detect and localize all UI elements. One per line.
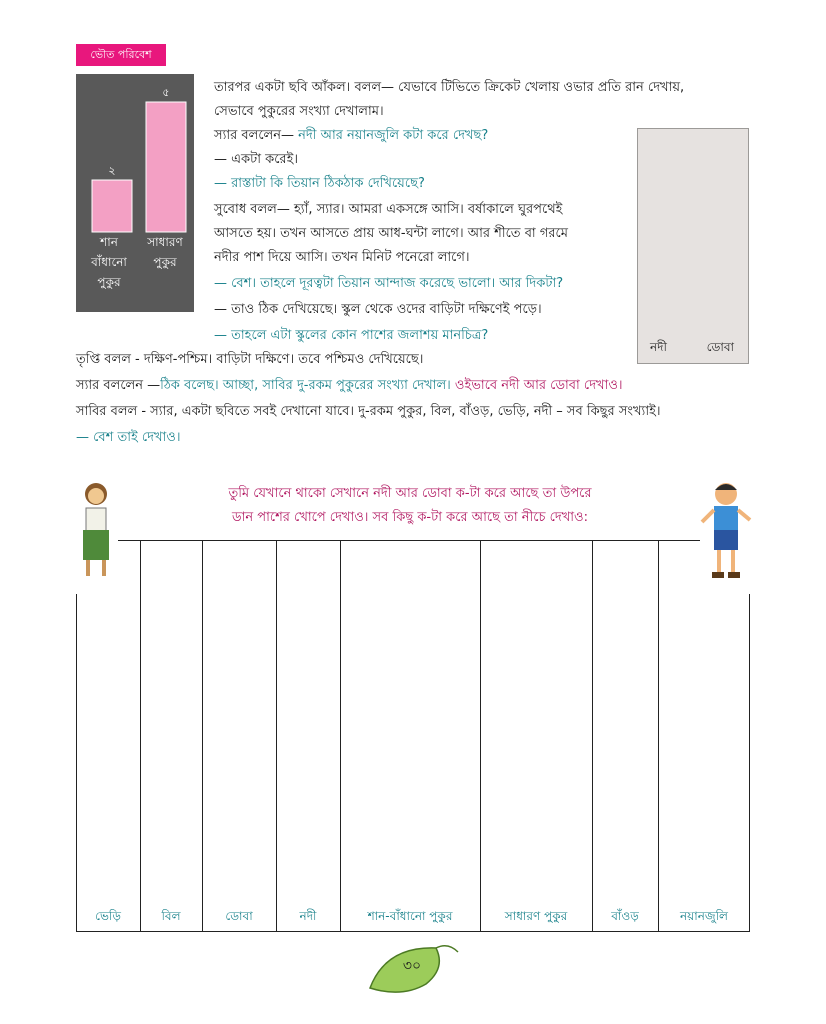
column-label-bil: বিল — [161, 909, 181, 923]
column-label-baor: বাঁওড় — [611, 909, 639, 923]
instruction-line: ডান পাশের খোপে দেখাও। সব কিছু ক-টা করে আছে তা নীচে দেখাও: — [232, 510, 588, 525]
text-line: সাবির বলল - স্যার, একটা ছবিতে সবই দেখানো যাবে। দু-রকম পুকুর, বিল, বাঁওড়, ভেড়ি, নদী – সব কিছুর সংখ্যাই। — [76, 404, 661, 419]
chapter-tag: ভৌত পরিবেশ — [76, 44, 166, 66]
speaker-sir: স্যার বললেন— — [214, 128, 299, 143]
instruction-line: তুমি যেখানে থাকো সেখানে নদী আর ডোবা ক-টা করে আছে তা উপরে — [228, 486, 592, 501]
dialogue-line: — বেশ। তাহলে দূরত্বটা তিয়ান আন্দাজ করেছে ভালো। আর দিকটা? — [214, 276, 564, 291]
bar-0 — [92, 180, 132, 232]
dialogue-line: সেভাবে পুকুরের সংখ্যা দেখালাম। — [214, 104, 384, 119]
sir-remark: ঠিক বলেছ। আচ্ছা, সাবির দু-রকম পুকুরের সংখ্যা দেখাল। — [160, 378, 455, 393]
answer-label-doba: ডোবা — [706, 340, 734, 354]
page-number-leaf — [366, 938, 462, 998]
table-top-border — [118, 540, 700, 541]
dialogue-line: — তাও ঠিক দেখিয়েছে। স্কুল থেকে ওদের বাড়িটা দক্ষিণেই পড়ে। — [214, 302, 542, 317]
column-label-bheri: ভেড়ি — [95, 909, 121, 923]
column-divider — [276, 540, 277, 932]
column-label-nodi: নদী — [299, 909, 317, 923]
table-right-border — [749, 594, 750, 932]
dialogue-line: — রাস্তাটা কি তিয়ান ঠিকঠাক দেখিয়েছে? — [214, 176, 425, 191]
dialogue-line — [214, 124, 488, 148]
bar-label-shan: শান বাঁধানো পুকুর — [91, 235, 127, 289]
table-left-border — [76, 594, 77, 932]
column-label-sadharon-pukur: সাধারণ পুকুর — [504, 909, 568, 923]
text-line: তৃপ্তি বলল - দক্ষিণ-পশ্চিম। বাড়িটা দক্ষিণে। তবে পশ্চিমও দেখিয়েছে। — [76, 352, 424, 367]
column-divider — [140, 540, 141, 932]
bar-label-sadharon: সাধারণ পুকুর — [147, 235, 183, 269]
bar-1 — [146, 102, 186, 232]
dialogue-line: সুবোধ বলল— হ্যাঁ, স্যার। আমরা একসঙ্গে আসি। বর্ষাকালে ঘুরপথেই — [214, 202, 563, 217]
text-line: — বেশ তাই দেখাও। — [76, 430, 181, 445]
bar-chart — [76, 74, 194, 312]
answer-box — [637, 128, 749, 364]
bar-value-label-1: ৫ — [162, 86, 170, 99]
column-divider — [480, 540, 481, 932]
column-divider — [202, 540, 203, 932]
dialogue-line: তারপর একটা ছবি আঁকল। বলল— যেভাবে টিভিতে ক্রিকেট খেলায় ওভার প্রতি রান দেখায়, — [214, 80, 685, 95]
question-text: নদী আর নয়ানজুলি কটা করে দেখছ? — [298, 128, 489, 143]
column-divider — [658, 540, 659, 932]
dialogue-line: আসতে হয়। তখন আসতে প্রায় আধ-ঘন্টা লাগে। আর শীতে বা গরমে — [214, 226, 568, 241]
dialogue-line: — তাহলে এটা স্কুলের কোন পাশের জলাশয় মানচিত্র? — [214, 328, 489, 343]
speaker-sir: স্যার বললেন — — [76, 378, 161, 393]
column-label-doba: ডোবা — [225, 909, 253, 923]
column-divider — [592, 540, 593, 932]
count-table — [76, 540, 750, 932]
column-divider — [340, 540, 341, 932]
bar-value-label-0: ২ — [108, 164, 116, 177]
column-label-shan-pukur: শান-বাঁধানো পুকুর — [367, 909, 453, 923]
text-line — [76, 374, 623, 398]
page-number: ৩০ — [402, 958, 422, 974]
dialogue-line: নদীর পাশ দিয়ে আসি। তখন মিনিট পনেরো লাগে। — [214, 250, 470, 265]
answer-label-nodi: নদী — [650, 340, 667, 354]
column-label-noyanjuli: নয়ানজুলি — [680, 909, 728, 923]
dialogue-line: — একটা করেই। — [214, 152, 298, 167]
table-bottom-border — [76, 931, 750, 932]
sir-instruction: ওইভাবে নদী আর ডোবা দেখাও। — [454, 378, 623, 393]
